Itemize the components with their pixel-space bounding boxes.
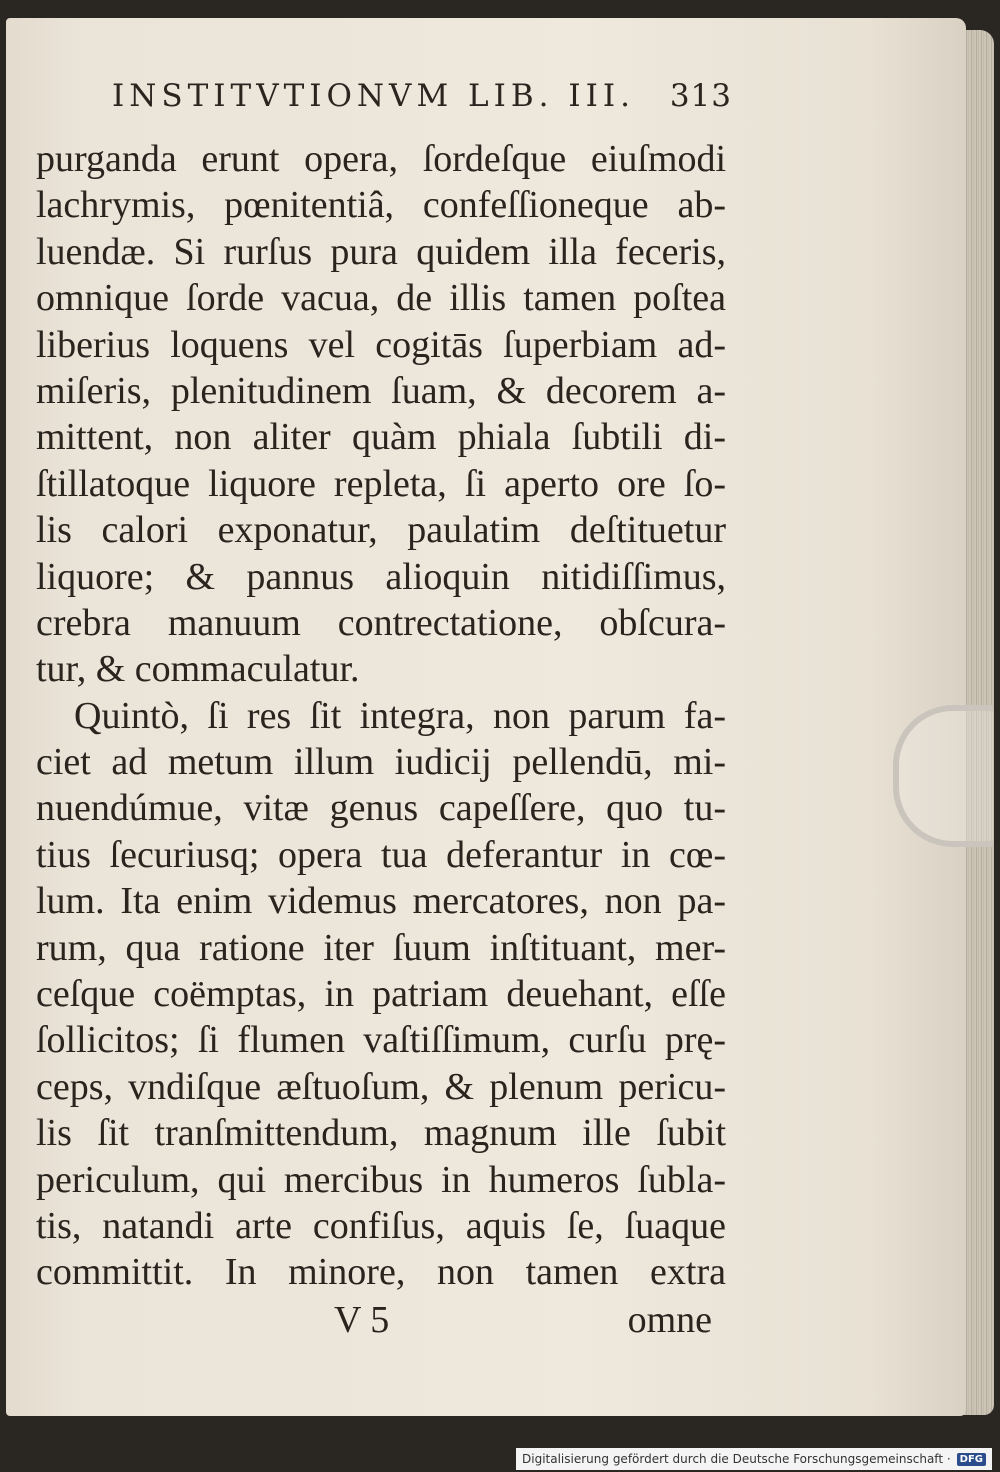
- page-number: 313: [669, 78, 732, 114]
- text-line: tur, & commaculatur.: [36, 648, 360, 691]
- signature-mark: V 5: [334, 1299, 390, 1341]
- text-line: miſeris, plenitudinem ſuam, & decorem a-: [36, 369, 726, 412]
- text-line: lum. Ita enim videmus mercatores, non pa-: [36, 880, 726, 923]
- digitization-credit: [516, 1448, 992, 1470]
- running-title: INSTITVTIONVM LIB. III.: [112, 78, 635, 114]
- text-line: mittent, non aliter quàm phiala ſubtili di-: [36, 416, 726, 459]
- text-line: lis ſit tranſmittendum, magnum ille ſubit: [36, 1112, 726, 1155]
- text-line: purganda erunt opera, ſordeſque eiuſmodi: [36, 138, 726, 180]
- catchword: omne: [627, 1299, 712, 1341]
- text-line: omnique ſorde vacua, de illis tamen poſtea: [36, 277, 726, 320]
- text-line: tius ſecuriusq; opera tua deferantur in cœ-: [36, 833, 726, 876]
- page-clip: [893, 705, 993, 847]
- text-line: liquore; & pannus alioquin nitidiſſimus,: [36, 555, 726, 598]
- text-line: luendæ. Si rurſus pura quidem illa feceris,: [36, 230, 726, 273]
- text-line: ceps, vndiſque æſtuoſum, & plenum pericu-: [36, 1065, 726, 1108]
- text-line: ſollicitos; ſi flumen vaſtiſſimum, curſu prę-: [36, 1019, 726, 1062]
- text-line: crebra manuum contrectatione, obſcura-: [36, 601, 726, 644]
- text-line: lis calori exponatur, paulatim deſtituetur: [36, 509, 726, 552]
- credit-text: Digitalisierung gefördert durch die Deutsche Forschungsgemeinschaft ·: [522, 1452, 951, 1466]
- text-line: tis, natandi arte confiſus, aquis ſe, ſuaque: [36, 1204, 726, 1247]
- body-text: [36, 136, 726, 1296]
- text-line: rum, qua ratione iter ſuum inſtituant, mer-: [36, 926, 726, 969]
- text-line: ceſque coëmptas, in patriam deuehant, eſſe: [36, 973, 726, 1016]
- text-line: lachrymis, pœnitentiâ, confeſſioneque ab-: [36, 184, 726, 227]
- text-line: liberius loquens vel cogitās ſuperbiam ad-: [36, 323, 726, 366]
- text-line: periculum, qui mercibus in humeros ſubla-: [36, 1158, 726, 1201]
- dfg-logo-icon: DFG: [957, 1453, 986, 1466]
- text-line: committit. In minore, non tamen extra: [36, 1251, 726, 1294]
- text-line: ciet ad metum illum iudicij pellendū, mi-: [36, 741, 726, 784]
- running-head: [112, 78, 732, 114]
- text-line: nuendúmue, vitæ genus capeſſere, quo tu-: [36, 787, 726, 830]
- text-line: ſtillatoque liquore repleta, ſi aperto ore ſo-: [36, 462, 726, 505]
- text-line: Quintò, ſi res ſit integra, non parum fa-: [74, 694, 726, 737]
